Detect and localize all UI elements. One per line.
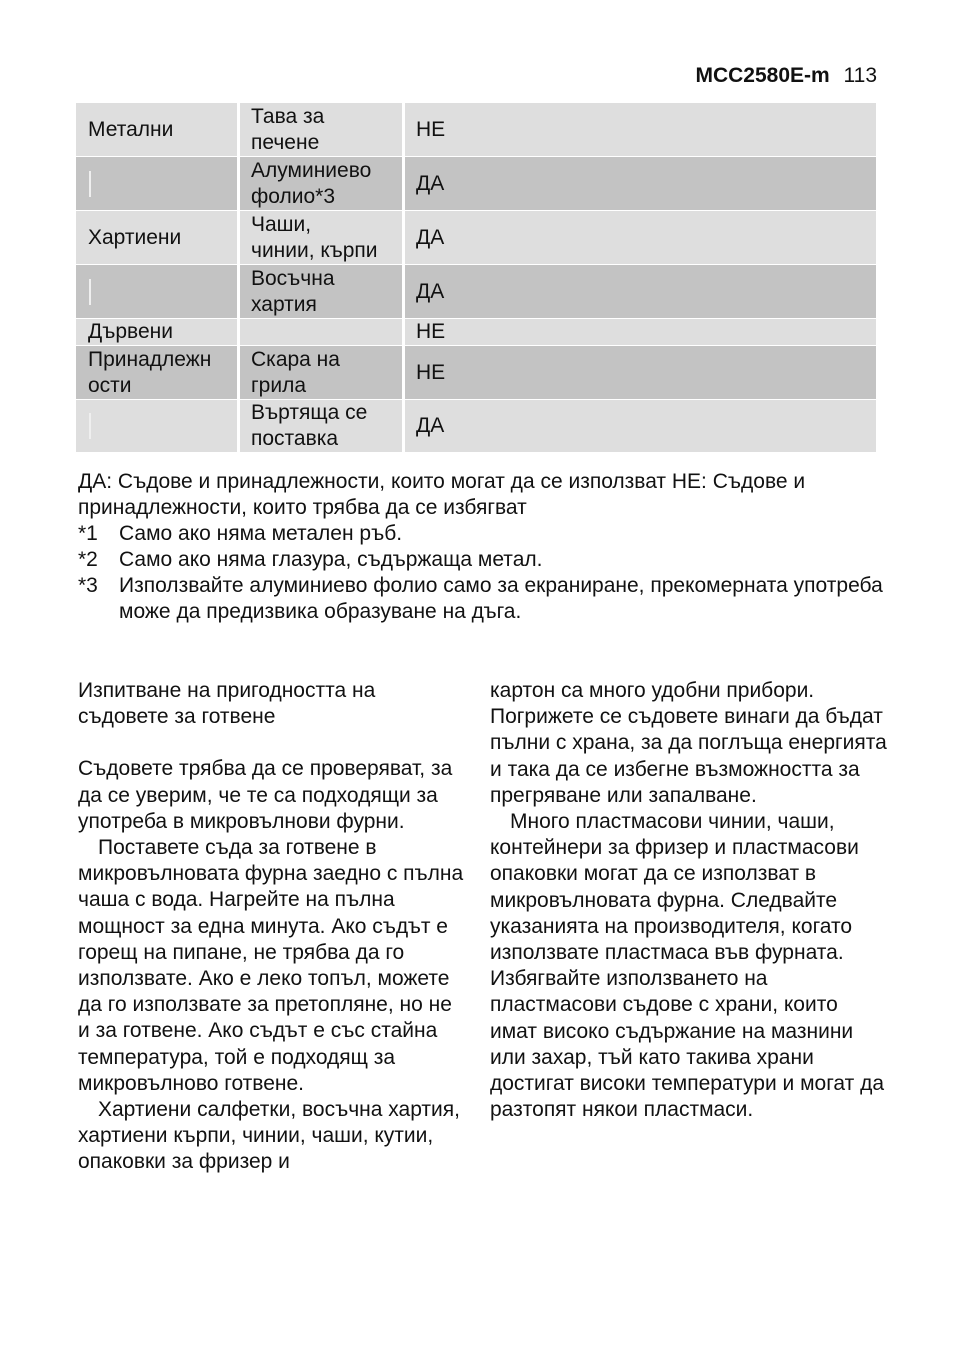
item-cell: Въртяща се поставка bbox=[240, 400, 405, 452]
item-cell bbox=[240, 319, 405, 345]
page-number: 113 bbox=[843, 64, 877, 87]
cookware-table bbox=[76, 103, 876, 452]
cell-divider bbox=[89, 413, 91, 439]
allowed-cell: ДА bbox=[416, 171, 445, 195]
footnote bbox=[78, 573, 884, 625]
table-legend bbox=[78, 469, 884, 625]
footnote-text: Използвайте алуминиево фолио само за екраниране, прекомерната употреба може да предизвика образуване на дъга. bbox=[119, 574, 883, 623]
cell-divider bbox=[89, 279, 91, 305]
material-cell bbox=[76, 265, 240, 318]
footnote-text: Само ако няма метален ръб. bbox=[119, 522, 403, 545]
paragraph: Хартиени салфетки, восъчна хартия, хартиени кърпи, чинии, чаши, кутии, опаковки за фризер и bbox=[78, 1098, 460, 1174]
paragraph: Много пластмасови чинии, чаши, контейнери за фризер и пластмасови опаковки могат да се използват в микровълновата фурна. Следвайте указанията на производителя, когато използвате пластмаса във фурната. Избягвайте използването на пластмасови съдове с храни, които имат високо съдържание на мазнини или захар, тъй като такива храни достигат високи температури и могат да разтопят някои пластмаси. bbox=[490, 810, 884, 1122]
footnote bbox=[78, 547, 884, 573]
section-heading-line1: Изпитване на пригодността на bbox=[78, 679, 376, 702]
item-cell: Восъчна хартия bbox=[240, 265, 405, 318]
page-header bbox=[695, 64, 877, 88]
material-cell bbox=[76, 400, 240, 452]
table-row bbox=[76, 157, 876, 211]
item-cell: Алуминиево фолио*3 bbox=[240, 157, 405, 210]
material-cell: Принадлежн ости bbox=[76, 346, 240, 399]
allowed-cell: ДА bbox=[416, 225, 445, 249]
item-cell: Скара на грила bbox=[240, 346, 405, 399]
paragraph: Съдовете трябва да се проверяват, за да се уверим, че те са подходящи за употреба в микровълнови фурни. bbox=[78, 757, 453, 833]
table-row bbox=[76, 211, 876, 265]
section-heading-line2: съдовете за готвене bbox=[78, 705, 276, 729]
material-cell: Дървени bbox=[76, 319, 240, 345]
item-cell: Чаши, чинии, кърпи bbox=[240, 211, 405, 264]
table-row bbox=[76, 103, 876, 157]
paragraph: Поставете съда за готвене в микровълновата фурна заедно с пълна чаша с вода. Нагрейте на пълна мощност за една минута. Ако съдът е горещ на пипане, не трябва да го използвате. Ако е леко топъл, можете да го използвате за претопляне, но не и за готвене. Ако съдът е със стайна температура, той е подходящ за микровълново готвене. bbox=[78, 836, 464, 1095]
allowed-cell: НЕ bbox=[416, 360, 446, 384]
left-column bbox=[78, 678, 468, 1176]
allowed-cell: НЕ bbox=[416, 117, 446, 141]
footnote-mark: *2 bbox=[78, 548, 98, 571]
table-row bbox=[76, 319, 876, 346]
material-cell: Метални bbox=[76, 103, 240, 156]
footnote bbox=[78, 521, 884, 547]
allowed-cell: ДА bbox=[416, 279, 445, 303]
footnote-mark: *1 bbox=[78, 522, 98, 545]
spacer bbox=[78, 730, 468, 756]
material-cell bbox=[76, 157, 240, 210]
footnote-text: Само ако няма глазура, съдържаща метал. bbox=[119, 548, 543, 571]
legend-text: ДА: Съдове и принадлежности, които могат да се използват НЕ: Съдове и принадлежности, които трябва да се избягват bbox=[78, 470, 806, 519]
material-cell: Хартиени bbox=[76, 211, 240, 264]
allowed-cell: НЕ bbox=[416, 320, 446, 343]
table-row bbox=[76, 400, 876, 452]
cell-divider bbox=[89, 171, 91, 197]
table-row bbox=[76, 265, 876, 319]
allowed-cell: ДА bbox=[416, 414, 445, 437]
paragraph: картон са много удобни прибори. Погрижете се съдовете винаги да бъдат пълни с храна, за да поглъща енергията и така да се избегне възможността за прегряване или запалване. bbox=[490, 679, 887, 807]
footnote-mark: *3 bbox=[78, 574, 98, 597]
table-row bbox=[76, 346, 876, 400]
model-number: MCC2580E-m bbox=[695, 64, 830, 87]
item-cell: Тава за печене bbox=[240, 103, 405, 156]
right-column bbox=[490, 678, 890, 1123]
